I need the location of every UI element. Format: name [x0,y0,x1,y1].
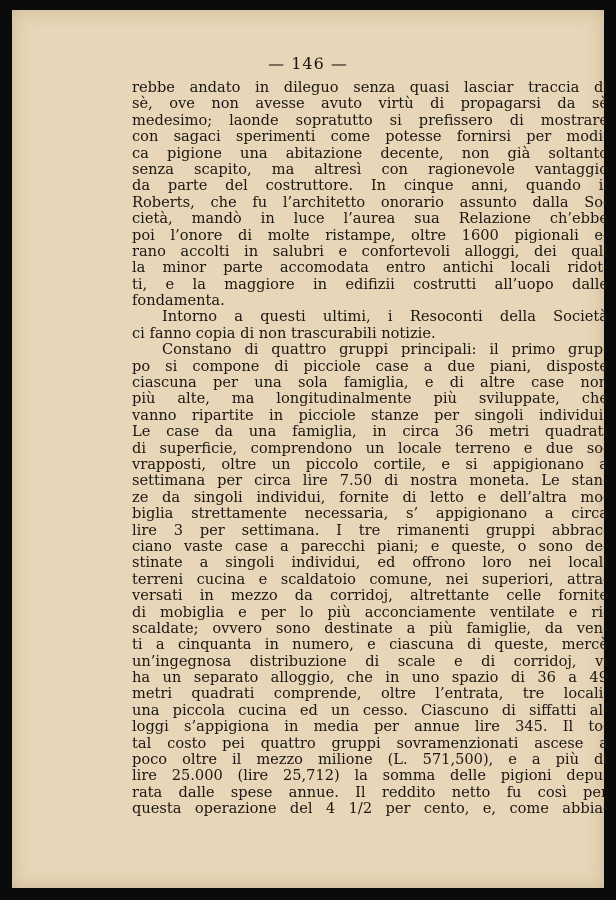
text-line: ciano vaste case a parecchi piani; e queste, o sono de- [132,537,608,555]
text-line: da parte del costruttore. In cinque anni, quando il [132,177,608,195]
text-line: fondamenta. [132,292,225,310]
text-line: Roberts, che fu l’architetto onorario assunto dalla So- [132,193,608,211]
book-page [12,10,608,888]
text-line: rata dalle spese annue. Il reddito netto fu così per [132,783,608,801]
text-line: sè, ove non avesse avuto virtù di propagarsi da sè [132,95,608,113]
text-line: una piccola cucina ed un cesso. Ciascuno di siffatti al- [132,701,608,719]
text-line: Intorno a questi ultimi, i Resoconti della Società [162,308,608,326]
text-line: metri quadrati comprende, oltre l’entrata, tre locali, [132,685,608,703]
text-line: lire 3 per settimana. I tre rimanenti gruppi abbrac- [132,521,608,539]
text-line: ci fanno copia di non trascurabili notizie. [132,324,436,342]
text-line: un’ingegnosa distribuzione di scale e di corridoj, vi [132,652,608,670]
text-line: rano accolti in salubri e confortevoli alloggi, dei quali [132,242,608,260]
text-line: questa operazione del 4 1/2 per cento, e, come abbia- [132,800,608,818]
text-line: loggi s’appigiona in media per annue lire 345. Il to- [132,718,608,736]
text-line: scaldate; ovvero sono destinate a più famiglie, da ven- [132,619,608,637]
text-line: biglia strettamente necessaria, s’ appigionano a circa [132,505,608,523]
text-line: medesimo; laonde sopratutto si prefissero di mostrare [132,111,608,129]
text-line: senza scapito, ma altresì con ragionevole vantaggio [132,160,608,178]
text-line: Constano di quattro gruppi principali: il primo grup- [162,341,608,359]
text-line: ciascuna per una sola famiglia, e di altre case non [132,374,608,392]
page-number: — 146 — [268,54,348,73]
text-line: di superficie, comprendono un locale terreno e due so- [132,439,608,457]
text-line: settimana per circa lire 7.50 di nostra moneta. Le stan- [132,472,608,490]
text-line: ze da singoli individui, fornite di letto e dell’altra mo- [132,488,608,506]
text-line: la minor parte accomodata entro antichi locali ridot- [132,259,608,277]
text-line: terreni cucina e scaldatoio comune, nei superiori, attra- [132,570,608,588]
text-line: ti a cinquanta in numero, e ciascuna di queste, mercè [132,636,608,654]
text-line: versati in mezzo da corridoj, altrettante celle fornite [132,587,608,605]
text-line: ha un separato alloggio, che in uno spazio di 36 a 49 [132,669,608,687]
text-line: poco oltre il mezzo milione (L. 571,500), e a più di [132,751,608,769]
text-line: più alte, ma longitudinalmente più sviluppate, che [132,390,608,408]
text-line: di mobiglia e per lo più acconciamente ventilate e ri- [132,603,608,621]
text-line: vrapposti, oltre un piccolo cortile, e si appigionano a [132,455,608,473]
text-line: con sagaci sperimenti come potesse fornirsi per modi- [132,128,608,146]
body-text [132,80,608,818]
text-line: cietà, mandò in luce l’aurea sua Relazione ch’ebbe [132,210,608,228]
text-line: poi l’onore di molte ristampe, oltre 1600 pigionali e- [132,226,608,244]
text-line: Le case da una famiglia, in circa 36 metri quadrati [132,423,608,441]
text-line: tal costo pei quattro gruppi sovramenzionati ascese a [132,734,608,752]
text-line: lire 25.000 (lire 25,712) la somma delle pigioni depu- [132,767,608,785]
text-line: stinate a singoli individui, ed offrono loro nei locali [132,554,608,572]
text-line: rebbe andato in dileguo senza quasi lasciar traccia di [132,79,608,96]
text-line: ca pigione una abitazione decente, non già soltanto [132,144,608,162]
text-line: vanno ripartite in picciole stanze per singoli individui. [132,406,608,424]
text-line: po si compone di picciole case a due piani, disposte [132,357,608,375]
text-line: ti, e la maggiore in edifizii costrutti all’uopo dalle [132,275,608,293]
